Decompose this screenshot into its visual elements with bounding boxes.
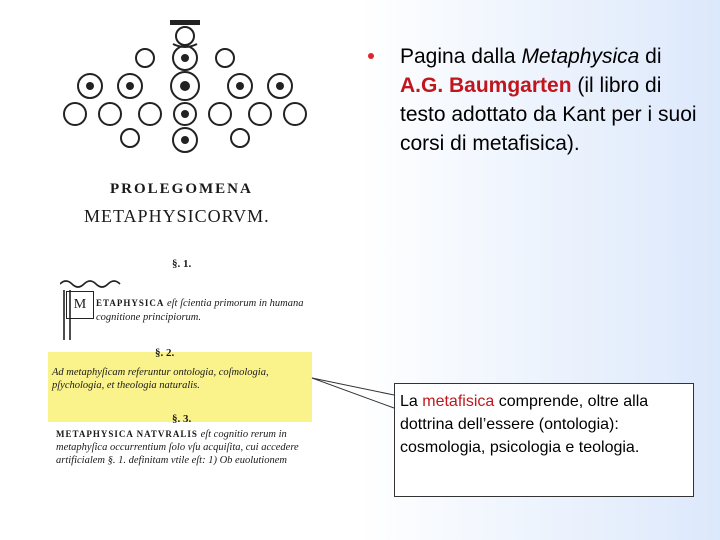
book-title-line1: PROLEGOMENA bbox=[110, 181, 253, 197]
drop-cap: M bbox=[66, 291, 94, 319]
bullet-author: A.G. Baumgarten bbox=[400, 74, 572, 97]
book-title-line2: METAPHYSICORVM. bbox=[84, 206, 270, 226]
section-1-heading: §. 1. bbox=[172, 258, 192, 270]
callout-text-post: comprende, oltre alla dottrina dell’essere (ontologia): cosmologia, psicologia e teologia. bbox=[400, 393, 649, 456]
paragraph-1-caps: ETAPHYSICA bbox=[96, 298, 165, 308]
bullet-book-title: Metaphysica bbox=[521, 45, 640, 68]
bullet-text-mid: di bbox=[639, 45, 662, 68]
bullet-text-post: (il libro di testo adottato da Kant per i suoi corsi di metafisica). bbox=[400, 74, 697, 155]
paragraph-1-text: eſt ſcientia primorum in humana cognitione principiorum. bbox=[96, 298, 304, 323]
paragraph-2: Ad metaphyſicam referuntur ontologia, coſmologia, pſychologia, et theologia naturalis. bbox=[52, 367, 269, 391]
callout-highlight-word: metafisica bbox=[422, 393, 495, 410]
section-3-heading: §. 3. bbox=[172, 413, 192, 425]
callout-text-pre: La bbox=[400, 393, 423, 410]
callout-box bbox=[394, 383, 694, 497]
paragraph-3-caps: METAPHYSICA NATVRALIS bbox=[56, 429, 198, 439]
paragraph-3-text: eſt cognitio rerum in metaphyſica occurrentium ſolo vſu acquiſita, cui accedere artificialem §. 1. definitam vtile eſt: 1) Ob euolutionem bbox=[56, 429, 299, 466]
bullet-text-pre: Pagina dalla bbox=[400, 45, 522, 68]
section-2-heading: §. 2. bbox=[155, 347, 175, 359]
